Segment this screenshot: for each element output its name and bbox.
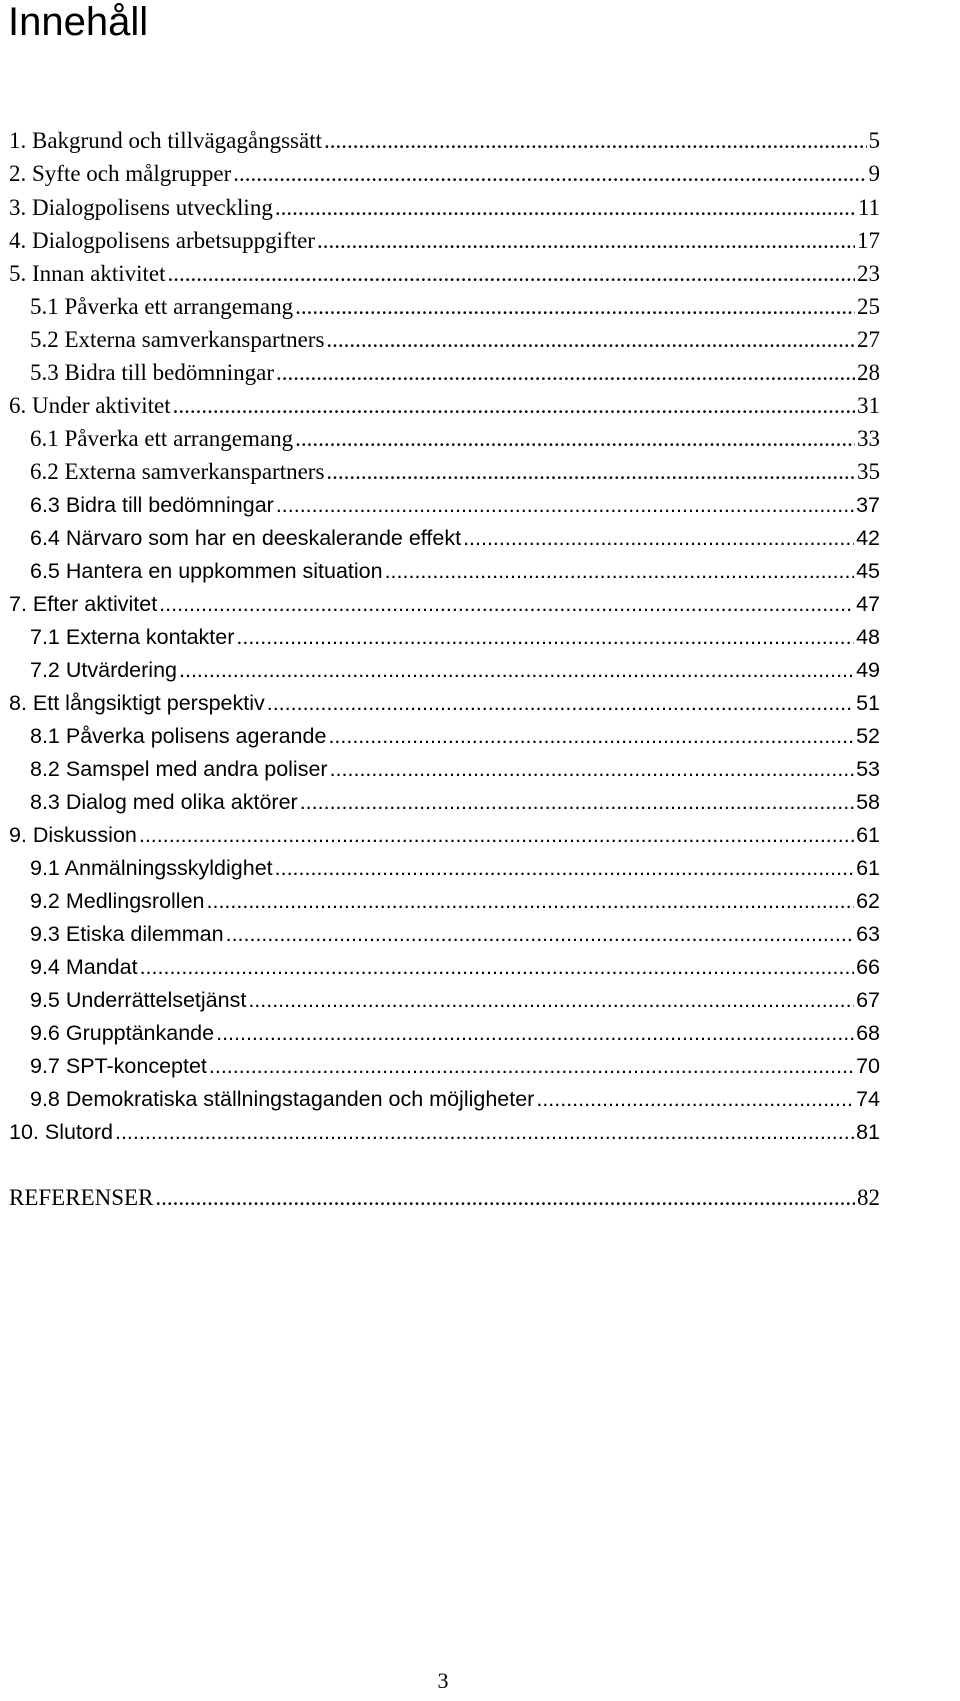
dot-leader (216, 1018, 854, 1048)
toc-entry[interactable] (9, 1183, 880, 1213)
toc-row (0, 721, 960, 751)
toc-entry-title: 9.2 Medlingsrollen (30, 889, 205, 913)
dot-leader (209, 1051, 854, 1081)
toc-row (0, 325, 960, 355)
dot-leader (226, 919, 854, 949)
toc-entry-page: 9 (868, 161, 880, 186)
page-title: Innehåll (8, 0, 149, 44)
toc-entry-title: 6.2 Externa samverkanspartners (30, 459, 325, 484)
toc-row (0, 919, 960, 949)
toc-entry[interactable] (9, 193, 880, 223)
toc-row (0, 193, 960, 223)
toc-row (0, 886, 960, 916)
toc-entry-title: 6.5 Hantera en uppkommen situation (30, 559, 383, 583)
toc-entry[interactable] (30, 886, 880, 916)
toc-entry-page: 53 (856, 757, 880, 781)
toc-entry-page: 52 (856, 724, 880, 748)
toc-entry[interactable] (30, 457, 880, 487)
toc-entry-title: 10. Slutord (9, 1120, 113, 1144)
dot-leader (463, 523, 854, 553)
toc-entry-page: 48 (856, 625, 880, 649)
toc-entry-page: 28 (857, 360, 880, 385)
toc-row (0, 787, 960, 817)
toc-entry-page: 81 (856, 1120, 880, 1144)
toc-row (0, 259, 960, 289)
toc-entry-title: 9.5 Underrättelsetjänst (30, 988, 247, 1012)
toc-entry-page: 45 (856, 559, 880, 583)
toc-row (0, 457, 960, 487)
toc-entry-title: 9.8 Demokratiska ställningstaganden och möjligheter (30, 1087, 535, 1111)
toc-entry[interactable] (30, 622, 880, 652)
toc-row (0, 1051, 960, 1081)
toc-row (0, 523, 960, 553)
dot-leader (328, 721, 854, 751)
toc-entry[interactable] (30, 919, 880, 949)
dot-leader (140, 952, 855, 982)
dot-leader (233, 159, 866, 189)
toc-entry-page: 17 (857, 228, 880, 253)
toc-entry-page: 66 (856, 955, 880, 979)
dot-leader (295, 424, 855, 454)
toc-entry-title: 5. Innan aktivitet (9, 261, 166, 286)
toc-entry-title: 9.6 Grupptänkande (30, 1021, 215, 1045)
toc-row (0, 589, 960, 619)
dot-leader (275, 193, 856, 223)
dot-leader (300, 787, 854, 817)
toc-entry[interactable] (30, 490, 880, 520)
toc-entry[interactable] (30, 655, 880, 685)
toc-row (0, 985, 960, 1015)
toc-entry-title: 6.4 Närvaro som har en deeskalerande effekt (30, 526, 462, 550)
toc-entry-title: 9.1 Anmälningsskyldighet (30, 856, 273, 880)
toc-entry-title: 4. Dialogpolisens arbetsuppgifter (9, 228, 315, 253)
toc-entry[interactable] (9, 688, 880, 718)
toc-entry-page: 58 (856, 790, 880, 814)
toc-row (0, 1183, 960, 1213)
toc-entry-title: 3. Dialogpolisens utveckling (9, 195, 273, 220)
toc-entry[interactable] (30, 721, 880, 751)
toc-entry-page: 61 (856, 823, 880, 847)
toc-entry-page: 33 (857, 426, 880, 451)
toc-entry-title: 1. Bakgrund och tillvägagångssätt (9, 128, 322, 153)
dot-leader (295, 292, 855, 322)
dot-leader (330, 754, 855, 784)
toc-entry-title: 6.1 Påverka ett arrangemang (30, 426, 294, 451)
toc-row (0, 1018, 960, 1048)
toc-entry-page: 51 (856, 691, 880, 715)
dot-leader (168, 259, 856, 289)
toc-entry-title: 5.2 Externa samverkanspartners (30, 327, 325, 352)
toc-entry-page: 25 (857, 294, 880, 319)
toc-row (0, 424, 960, 454)
toc-entry[interactable] (30, 985, 880, 1015)
toc-row (0, 358, 960, 388)
toc-row (0, 391, 960, 421)
toc-entry-page: 5 (868, 128, 880, 153)
toc-entry-title: 7. Efter aktivitet (9, 592, 158, 616)
dot-leader (276, 490, 854, 520)
toc-entry[interactable] (9, 126, 880, 156)
toc-entry[interactable] (9, 589, 880, 619)
dot-leader (276, 358, 855, 388)
toc-row (0, 226, 960, 256)
toc-entry[interactable] (9, 259, 880, 289)
toc-entry[interactable] (9, 1117, 880, 1147)
toc-row (0, 126, 960, 156)
toc-row (0, 159, 960, 189)
toc-entry-title: 9. Diskussion (9, 823, 137, 847)
toc-row (0, 820, 960, 850)
toc-entry-title: 7.1 Externa kontakter (30, 625, 235, 649)
toc-entry-page: 11 (857, 195, 880, 220)
toc-entry-title: REFERENSER (9, 1185, 154, 1210)
toc-entry-title: 9.4 Mandat (30, 955, 138, 979)
dot-leader (179, 655, 854, 685)
toc-entry-title: 8.3 Dialog med olika aktörer (30, 790, 298, 814)
toc-entry-title: 2. Syfte och målgrupper (9, 161, 232, 186)
toc-row (0, 754, 960, 784)
toc-entry-page: 63 (856, 922, 880, 946)
dot-leader (536, 1084, 854, 1114)
toc-entry-title: 8.2 Samspel med andra poliser (30, 757, 328, 781)
toc-entry[interactable] (30, 424, 880, 454)
toc-entry-title: 9.3 Etiska dilemman (30, 922, 224, 946)
toc-row (0, 853, 960, 883)
toc-entry[interactable] (30, 358, 880, 388)
toc-entry-page: 27 (857, 327, 880, 352)
toc-entry[interactable] (30, 556, 880, 586)
toc-entry-page: 31 (857, 393, 880, 418)
toc-entry[interactable] (30, 292, 880, 322)
toc-entry-page: 35 (857, 459, 880, 484)
toc-entry[interactable] (30, 523, 880, 553)
toc-entry-page: 62 (856, 889, 880, 913)
toc-entry-title: 8.1 Påverka polisens agerande (30, 724, 327, 748)
toc-entry-page: 42 (856, 526, 880, 550)
toc-entry[interactable] (9, 391, 880, 421)
toc-row (0, 292, 960, 322)
toc-entry-page: 82 (857, 1185, 880, 1210)
dot-leader (173, 391, 855, 421)
dot-leader (236, 622, 854, 652)
toc-entry[interactable] (9, 226, 880, 256)
toc-row (0, 556, 960, 586)
dot-leader (115, 1117, 854, 1147)
dot-leader (385, 556, 855, 586)
dot-leader (159, 589, 854, 619)
dot-leader (207, 886, 855, 916)
toc-entry-title: 9.7 SPT-konceptet (30, 1054, 207, 1078)
toc-entry[interactable] (30, 325, 880, 355)
toc-entry[interactable] (9, 820, 880, 850)
dot-leader (317, 226, 855, 256)
toc-row (0, 1084, 960, 1114)
toc-row (0, 688, 960, 718)
toc-entry-page: 49 (856, 658, 880, 682)
toc-row (0, 952, 960, 982)
toc-entry-page: 67 (856, 988, 880, 1012)
toc-entry[interactable] (30, 853, 880, 883)
toc-entry[interactable] (30, 1018, 880, 1048)
toc-entry[interactable] (30, 952, 880, 982)
dot-leader (139, 820, 854, 850)
toc-entry-title: 5.3 Bidra till bedömningar (30, 360, 275, 385)
dot-leader (326, 325, 855, 355)
toc-entry[interactable] (30, 1051, 880, 1081)
toc-entry-page: 61 (856, 856, 880, 880)
toc-entry[interactable] (9, 159, 880, 189)
toc-entry-page: 68 (856, 1021, 880, 1045)
toc-row (0, 622, 960, 652)
toc-entry[interactable] (30, 787, 880, 817)
dot-leader (155, 1183, 855, 1213)
toc-entry-title: 7.2 Utvärdering (30, 658, 177, 682)
toc-entry-page: 70 (856, 1054, 880, 1078)
toc-row (0, 490, 960, 520)
toc-entry-page: 47 (856, 592, 880, 616)
toc-entry[interactable] (30, 754, 880, 784)
dot-leader (275, 853, 854, 883)
toc-entry-title: 6. Under aktivitet (9, 393, 171, 418)
page-number: 3 (437, 1668, 449, 1693)
toc-entry[interactable] (30, 1084, 880, 1114)
toc-entry-title: 8. Ett långsiktigt perspektiv (9, 691, 265, 715)
toc-entry-page: 74 (856, 1087, 880, 1111)
dot-leader (326, 457, 855, 487)
toc-entry-page: 23 (857, 261, 880, 286)
toc-row (0, 655, 960, 685)
toc-entry-page: 37 (856, 493, 880, 517)
toc-row (0, 1117, 960, 1147)
dot-leader (267, 688, 854, 718)
dot-leader (248, 985, 854, 1015)
dot-leader (324, 126, 867, 156)
toc-entry-title: 6.3 Bidra till bedömningar (30, 493, 274, 517)
toc-entry-title: 5.1 Påverka ett arrangemang (30, 294, 294, 319)
